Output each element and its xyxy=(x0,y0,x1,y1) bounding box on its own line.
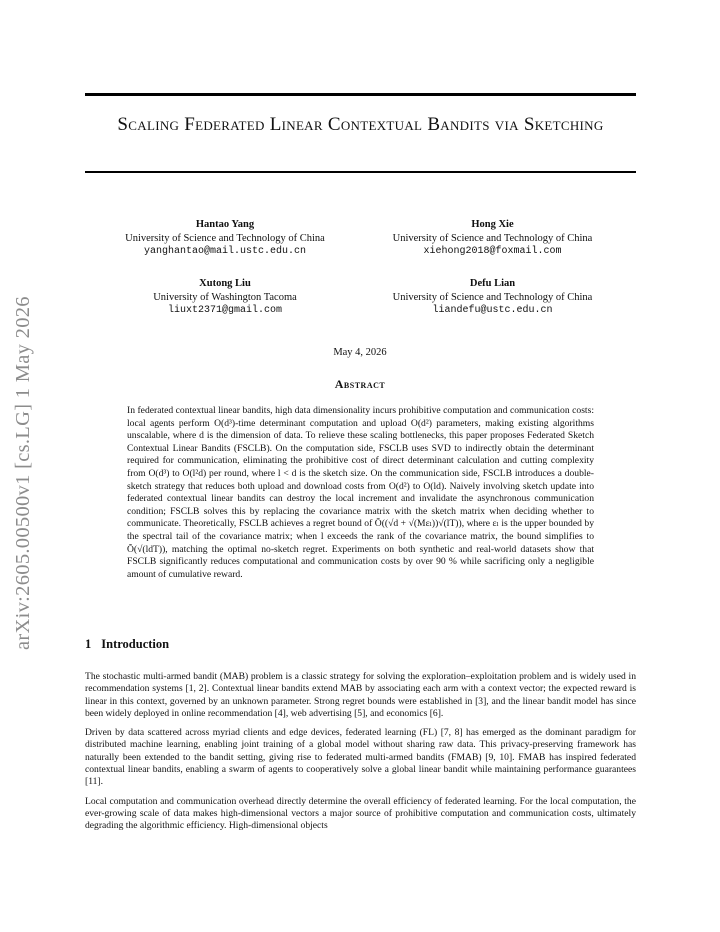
body-text xyxy=(85,671,636,840)
author-name: Xutong Liu xyxy=(199,278,251,289)
author-email[interactable]: liuxt2371@gmail.com xyxy=(167,305,283,316)
author-email[interactable]: xiehong2018@foxmail.com xyxy=(423,246,562,257)
author-block-3 xyxy=(100,277,350,318)
paragraph: Local computation and communication overhead directly determine the overall efficiency of federated learning. For the local computation, the ever-growing scale of data makes high-dimensional vectors a major source of prohibitive computation and communication costs, ultimately degrading the algorithmic efficiency. High-dimensional objects xyxy=(85,795,636,832)
paragraph: The stochastic multi-armed bandit (MAB) problem is a classic strategy for solving the exploration–exploitation problem and is widely used in recommendation systems [1, 2]. Contextual linear bandits extend MAB by associating each arm with a context vector; the expected reward is linear in this context, governed by an unknown parameter. Strong regret bounds were established in [3], and the linear bandit model has since been widely deployed in online recommendation [4], web advertising [5], and economics [6]. xyxy=(85,671,636,719)
title-bottom-rule xyxy=(85,171,636,173)
paper-title: Scaling Federated Linear Contextual Bandits via Sketching xyxy=(117,114,604,135)
author-affiliation: University of Science and Technology of China xyxy=(125,232,325,244)
author-name: Defu Lian xyxy=(469,278,516,289)
publication-date: May 4, 2026 xyxy=(333,347,387,358)
arxiv-identifier: arXiv:2605.00500v1 [cs.LG] 1 May 2026 xyxy=(12,296,34,650)
author-email[interactable]: liandefu@ustc.edu.cn xyxy=(432,305,553,316)
author-block-4 xyxy=(345,277,640,318)
section-heading xyxy=(85,637,169,652)
title-top-rule xyxy=(85,93,636,96)
section-title: Introduction xyxy=(101,637,170,651)
author-affiliation: University of Science and Technology of China xyxy=(392,291,593,303)
author-block-2 xyxy=(365,218,620,259)
section-number: 1 xyxy=(85,637,92,651)
author-affiliation: University of Science and Technology of China xyxy=(392,232,593,244)
paragraph: Driven by data scattered across myriad clients and edge devices, federated learning (FL) [7, 8] has emerged as the dominant paradigm for distributed machine learning, enabling joint training of a global model without sharing raw data. This privacy-preserving framework has naturally been extended to the bandit setting, giving rise to federated multi-armed bandits (FMAB) [9, 10]. FMAB has inspired federated contextual linear bandits, enabling a swarm of agents to cooperatively solve a global linear bandit while maintaining performance guarantees [11]. xyxy=(85,727,636,788)
abstract-text: In federated contextual linear bandits, high data dimensionality incurs prohibitive computation and communication costs: local agents perform O(d³)-time determinant computation and upload O(d²) parameters, making existing algorithms unscalable, where d is the dimension of data. To relieve these scaling bottlenecks, this paper proposes Federated Sketch Contextual Linear Bandits (FSCLB). On the computation side, FSCLB uses SVD to indirectly obtain the determinant required for communication, eliminating the prohibitive cost of direct determinant calculation and cutting complexity from O(d³) to O(l²d) per round, where l < d is the sketch size. On the communication side, FSCLB introduces a double-sketch strategy that reduces both upload and download costs from O(d²) to O(ld). Naively involving sketch update into federated contextual linear bandits can destroy the local increment and invalidate the asynchronous communication condition; FSCLB solves this by replacing the covariance matrix with the sketch matrix when deciding whether to communicate. Theoretically, FSCLB achieves a regret bound of Õ((√d + √(Mεₗ))√(lT)), where εₗ is the upper bounded by the spectral tail of the covariance matrix; when l exceeds the rank of the covariance matrix, the bound simplifies to Õ(√(ldT)), matching the optimal no-sketch regret. Experiments on both synthetic and real-world datasets show that FSCLB significantly reduces computational and communication costs by over 90 % while sacrificing only a negligible amount of cumulative reward. xyxy=(127,405,594,580)
abstract-heading: Abstract xyxy=(334,377,386,391)
author-affiliation: University of Washington Tacoma xyxy=(153,291,297,303)
author-block-1 xyxy=(100,218,350,259)
author-name: Hantao Yang xyxy=(195,219,255,230)
author-name: Hong Xie xyxy=(471,219,514,230)
author-email[interactable]: yanghantao@mail.ustc.edu.cn xyxy=(143,246,307,257)
